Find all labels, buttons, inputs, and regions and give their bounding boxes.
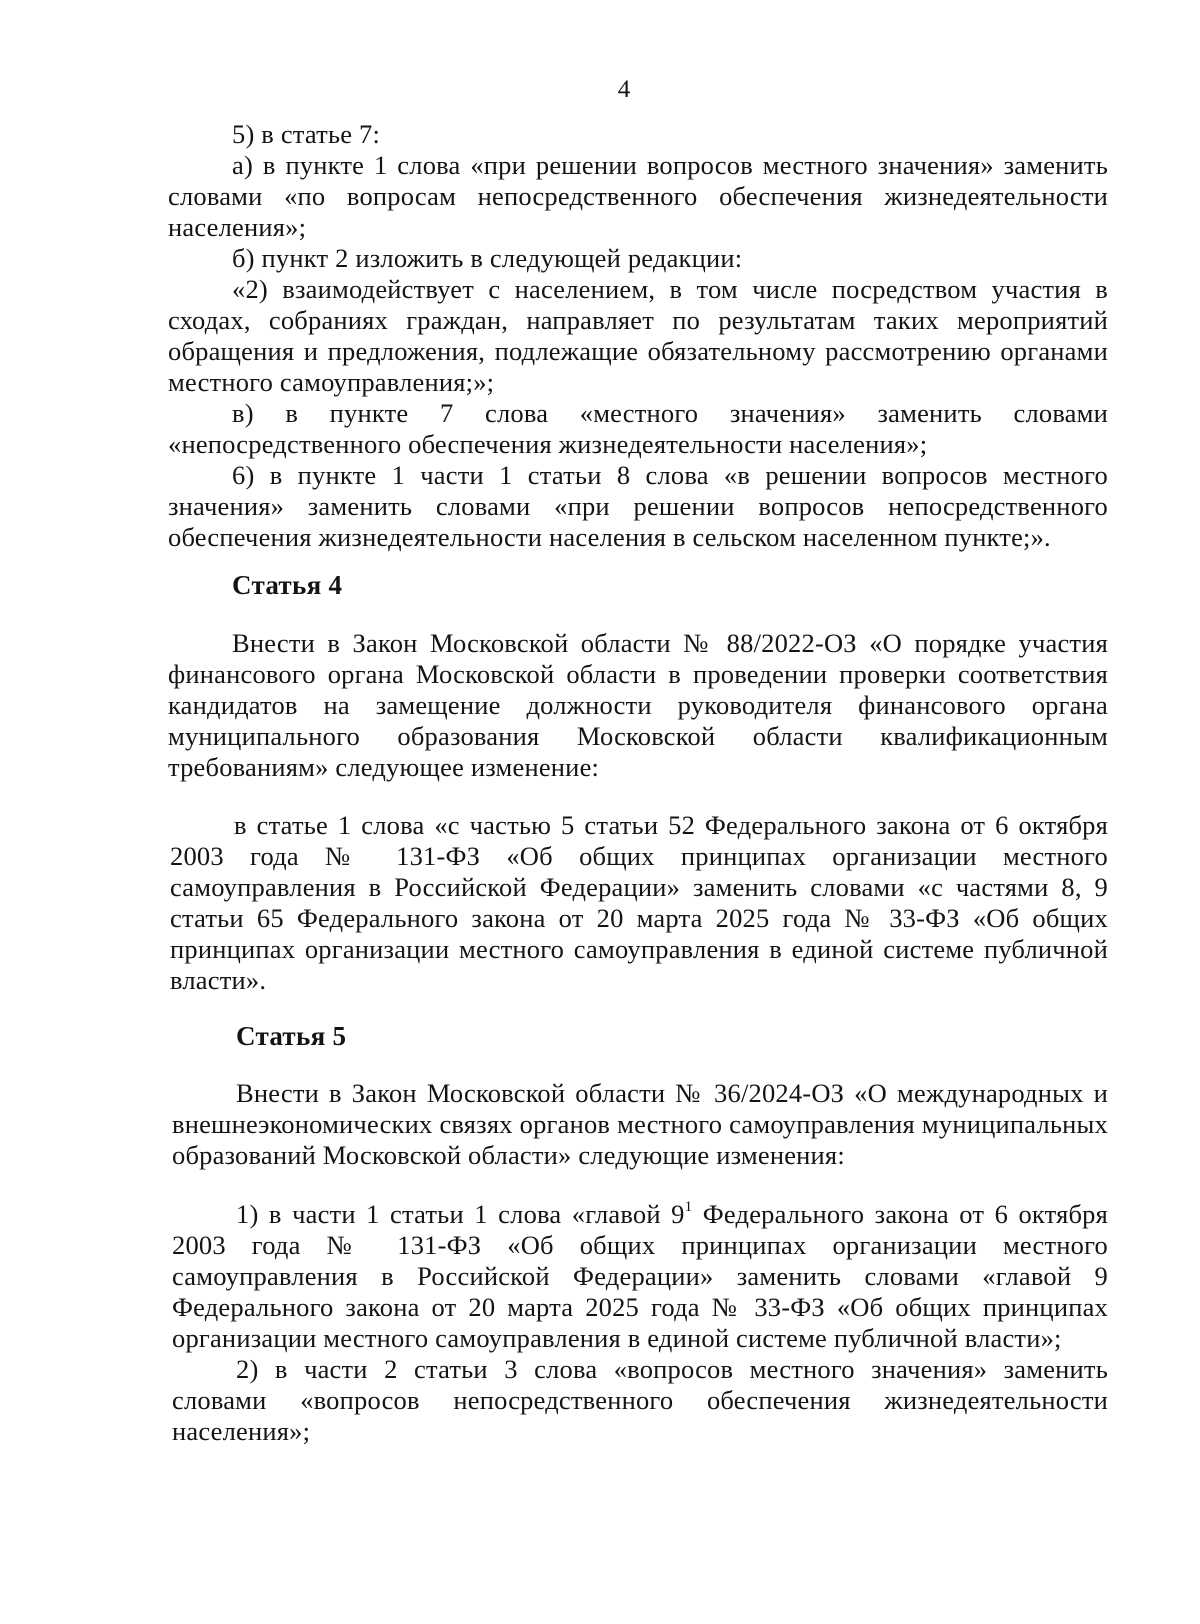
paragraph: в статье 1 слова «с частью 5 статьи 52 Федерального закона от 6 октября 2003 года № 131-ФЗ «Об общих принципах организации местного самоуправления в Российской Федерации» заменить словами «с частями 8, 9 статьи 65 Федерального закона от 20 марта 2025 года № 33-ФЗ «Об общих принципах организации местного самоуправления в единой системе публичной власти».: [170, 810, 1108, 995]
list-item: «2) взаимодействует с населением, в том числе посредством участия в сходах, собраниях граждан, направляет по результатам таких мероприятий обращения и предложения, подлежащие обязательному рассмотрению органами местного самоуправления;»;: [168, 274, 1108, 397]
article-5-intro: [172, 1078, 1108, 1171]
list-item: в) в пункте 7 слова «местного значения» заменить словами «непосредственного обеспечения жизнедеятельности населения»;: [168, 398, 1108, 459]
list-item: 2) в части 2 статьи 3 слова «вопросов местного значения» заменить словами «вопросов непосредственного обеспечения жизнедеятельности населения»;: [172, 1354, 1108, 1446]
list-item: [172, 1199, 1108, 1354]
amendments-list-article-7-8: [168, 119, 1108, 553]
page-number: 4: [617, 76, 631, 103]
article-4-body: [170, 810, 1108, 996]
paragraph: Внести в Закон Московской области № 88/2022-ОЗ «О порядке участия финансового органа Московской области в проведении проверки соответствия кандидатов на замещение должности руководителя финансового органа муниципального образования Московской области квалификационным требованиям» следующее изменение:: [168, 628, 1108, 782]
list-item-text: Федерального закона от 6 октября 2003 года № 131-ФЗ «Об общих принципах организации местного самоуправления в Российской Федерации» заменить словами «главой 9 Федерального закона от 20 марта 2025 года № 33-ФЗ «Об общих принципах организации местного самоуправления в единой системе публичной власти»;: [172, 1199, 1108, 1353]
superscript: 1: [684, 1199, 693, 1216]
article-5-heading: Статья 5: [236, 1021, 347, 1051]
article-4-intro: [168, 628, 1108, 783]
list-item: 6) в пункте 1 части 1 статьи 8 слова «в решении вопросов местного значения» заменить словами «при решении вопросов непосредственного обеспечения жизнедеятельности населения в сельском населенном пункте;».: [168, 460, 1108, 552]
article-4-heading: Статья 4: [232, 570, 343, 600]
list-item: а) в пункте 1 слова «при решении вопросов местного значения» заменить словами «по вопросам непосредственного обеспечения жизнедеятельности населения»;: [168, 150, 1108, 242]
article-5-items: [172, 1199, 1108, 1447]
list-item: 5) в статье 7:: [232, 119, 381, 149]
list-item-text: 1) в части 1 статьи 1 слова «главой 9: [236, 1199, 685, 1229]
paragraph: Внести в Закон Московской области № 36/2024-ОЗ «О международных и внешнеэкономических связях органов местного самоуправления муниципальных образований Московской области» следующие изменения:: [172, 1078, 1108, 1170]
list-item: б) пункт 2 изложить в следующей редакции:: [232, 243, 743, 273]
